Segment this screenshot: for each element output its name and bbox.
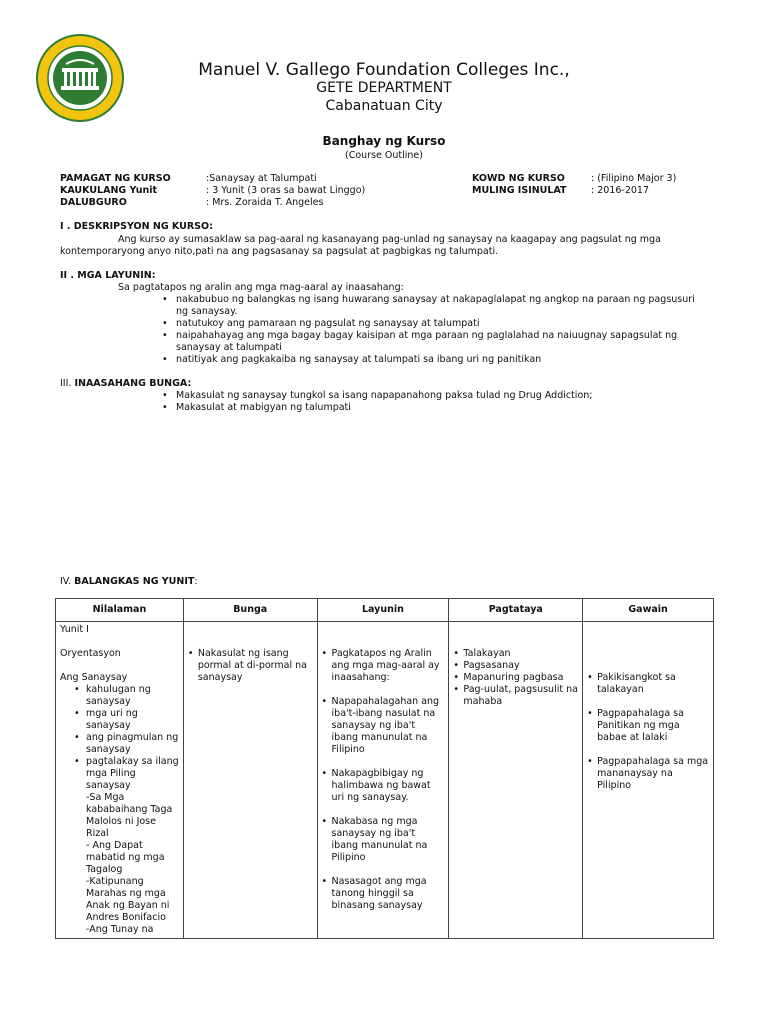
document-subtitle: (Course Outline) <box>345 150 423 161</box>
kowd-value: : (Filipino Major 3) <box>591 173 677 184</box>
institution-name: Manuel V. Gallego Foundation Colleges Inc., <box>198 60 570 80</box>
column-header: Layunin <box>317 599 449 622</box>
list-item: • Nakabasa ng mga sanaysay ng iba't ibang manunulat na Pilipino <box>322 816 445 864</box>
list-item: • Pag-uulat, pagsusulit na mahaba <box>453 684 578 708</box>
table-row <box>56 622 714 939</box>
list-item: -Ang Tunay na <box>86 924 154 935</box>
list-item: • Pagkatapos ng Aralin ang mga mag-aaral ay inaasahang: <box>322 648 445 684</box>
muling-label: MULING ISINULAT <box>472 185 567 196</box>
gawain-list <box>587 672 709 792</box>
section-1-line-1: Ang kurso ay sumasaklaw sa pag-aaral ng kasanayang pag-unlad ng sanaysay na kaagapay ang pagsulat ng mga <box>118 234 661 245</box>
list-item: • Pagpapahalaga sa Panitikan ng mga babae at lalaki <box>587 708 709 744</box>
list-item: - Ang Dapat mabatid ng mga Tagalog <box>86 840 165 875</box>
list-item: • natutukoy ang pamaraan ng pagsulat ng sanaysay at talumpati <box>162 318 702 330</box>
unit-label: Yunit I <box>60 624 89 635</box>
bunga-cell <box>183 622 317 939</box>
unit-outline-table <box>55 598 714 939</box>
section-1-line-2: kontemporaryong anyo nito,pati na ang pagsasanay sa pagsulat at pagbigkas ng talumpati. <box>60 246 499 257</box>
topic-list <box>60 684 179 792</box>
list-item: • Napapahalagahan ang iba't-ibang nasulat na sanaysay ng iba't ibang manunulat na Filipino <box>322 696 445 756</box>
topic-label: Ang Sanaysay <box>60 672 128 683</box>
kowd-label: KOWD NG KURSO <box>472 173 565 184</box>
kaukulang-value: : 3 Yunit (3 oras sa bawat Linggo) <box>206 185 366 196</box>
list-item: • Pakikisangkot sa talakayan <box>587 672 709 696</box>
objectives-list <box>162 294 702 366</box>
muling-value: : 2016-2017 <box>591 185 650 196</box>
list-item: • naipahahayag ang mga bagay bagay kaisipan at mga paraan ng paglalahad na naiuugnay sapagsulat ng sanaysay at talumpati <box>162 330 702 354</box>
list-item: • Makasulat ng sanaysay tungkol sa isang napapanahong paksa tulad ng Drug Addiction; <box>162 390 702 402</box>
list-item: • Talakayan <box>453 648 578 660</box>
layunin-list <box>322 648 445 912</box>
pamagat-label: PAMAGAT NG KURSO <box>60 173 171 184</box>
nilalaman-cell <box>56 622 184 939</box>
dalubguro-value: : Mrs. Zoraida T. Angeles <box>206 197 324 208</box>
section-3-number: III. <box>60 378 72 389</box>
section-4-title: BALANGKAS NG YUNIT <box>74 576 195 587</box>
document-title: Banghay ng Kurso <box>322 134 446 148</box>
bunga-list <box>188 648 313 684</box>
department-name: GETE DEPARTMENT <box>316 80 452 96</box>
section-2-intro: Sa pagtatapos ng aralin ang mga mag-aaral ay inaasahang: <box>118 282 404 293</box>
section-4-colon: : <box>194 576 198 587</box>
layunin-cell <box>317 622 449 939</box>
column-header: Nilalaman <box>56 599 184 622</box>
list-item: • mga uri ng sanaysay <box>60 708 179 732</box>
expected-outcomes-list <box>162 390 702 414</box>
pamagat-value: :Sanaysay at Talumpati <box>206 173 317 184</box>
pagtataya-list <box>453 648 578 708</box>
section-1-heading: I . DESKRIPSYON NG KURSO: <box>60 221 213 232</box>
list-item: • Makasulat at mabigyan ng talumpati <box>162 402 702 414</box>
list-item: • nakabubuo ng balangkas ng isang huwarang sanaysay at nakapaglalapat ng angkop na paraan ng pagsusuri ng sanaysay. <box>162 294 702 318</box>
list-item: • Nakapagbibigay ng halimbawa ng bawat uri ng sanaysay. <box>322 768 445 804</box>
list-item: • Mapanuring pagbasa <box>453 672 578 684</box>
list-item: • Nasasagot ang mga tanong hinggil sa binasang sanaysay <box>322 876 445 912</box>
column-header: Pagtataya <box>449 599 583 622</box>
list-item: • pagtalakay sa ilang mga Piling sanaysay <box>60 756 179 792</box>
section-3-title: INAASAHANG BUNGA: <box>74 378 192 389</box>
selected-essays <box>60 792 179 936</box>
list-item: • Pagpapahalaga sa mga mananaysay na Pilipino <box>587 756 709 792</box>
section-2-heading: II . MGA LAYUNIN: <box>60 270 156 281</box>
list-item: • ang pinagmulan ng sanaysay <box>60 732 179 756</box>
list-item: • Nakasulat ng isang pormal at di-pormal na sanaysay <box>188 648 313 684</box>
list-item: • natitiyak ang pagkakaiba ng sanaysay at talumpati sa ibang uri ng panitikan <box>162 354 702 366</box>
pagtataya-cell <box>449 622 583 939</box>
section-3-heading <box>60 378 191 390</box>
list-item: -Katipunang Marahas ng mga Anak ng Bayan ni Andres Bonifacio <box>86 876 170 923</box>
kaukulang-label: KAUKULANG Yunit <box>60 185 158 196</box>
dalubguro-label: DALUBGURO <box>60 197 127 208</box>
section-4-number: IV. <box>60 576 72 587</box>
orientation-label: Oryentasyon <box>60 648 121 659</box>
gawain-cell <box>583 622 714 939</box>
list-item: • kahulugan ng sanaysay <box>60 684 179 708</box>
city-name: Cabanatuan City <box>325 98 443 114</box>
list-item: -Sa Mga kababaihang Taga Malolos ni Jose Rizal <box>86 792 173 839</box>
column-header: Bunga <box>183 599 317 622</box>
table-header-row <box>56 599 714 622</box>
column-header: Gawain <box>583 599 714 622</box>
section-4-heading <box>60 576 198 588</box>
list-item: • Pagsasanay <box>453 660 578 672</box>
